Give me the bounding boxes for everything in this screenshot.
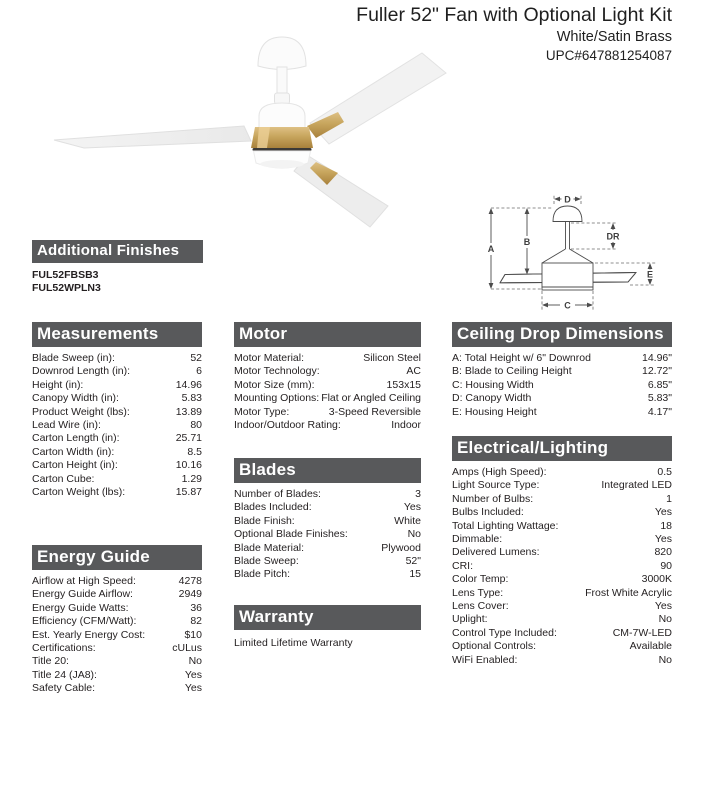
- spec-label: Carton Length (in):: [32, 432, 120, 445]
- spec-label: Blade Finish:: [234, 514, 295, 527]
- spec-value: Flat or Angled Ceiling: [321, 392, 421, 405]
- spec-value: Available: [629, 640, 672, 653]
- section-measurements: [32, 322, 202, 499]
- spec-value: 13.89: [175, 405, 202, 418]
- spec-value: 90: [660, 559, 672, 572]
- spec-value: 153x15: [386, 378, 421, 391]
- diagram-label-c: C: [564, 300, 571, 311]
- spec-label: Blades Included:: [234, 501, 312, 514]
- spec-label: Optional Blade Finishes:: [234, 528, 348, 541]
- fan-blade-left: [54, 126, 251, 148]
- spec-label: Motor Size (mm):: [234, 378, 315, 391]
- spec-row: [234, 488, 421, 501]
- section-title: Ceiling Drop Dimensions: [452, 322, 672, 347]
- spec-row: [452, 613, 672, 626]
- spec-row: [234, 568, 421, 581]
- spec-value: 10.16: [175, 459, 202, 472]
- spec-value: 5.83: [181, 392, 202, 405]
- fan-coupler: [275, 93, 290, 104]
- spec-row: [452, 546, 672, 559]
- spec-row: [234, 515, 421, 528]
- spec-value: Integrated LED: [601, 479, 672, 492]
- fan-product-image: [26, 20, 462, 235]
- spec-value: 80: [190, 419, 202, 432]
- spec-row: [32, 629, 202, 642]
- spec-value: 14.96": [641, 352, 672, 364]
- section-title: Measurements: [32, 322, 202, 347]
- spec-row: [32, 602, 202, 615]
- spec-value: 25.71: [175, 432, 202, 445]
- spec-value: cULus: [172, 642, 202, 655]
- spec-label: Amps (High Speed):: [452, 466, 547, 478]
- spec-rows: [32, 575, 202, 696]
- spec-row: [452, 466, 672, 479]
- section-motor: [234, 322, 421, 432]
- spec-value: CM-7W-LED: [612, 626, 672, 639]
- spec-label: Motor Material:: [234, 352, 305, 364]
- spec-value: 3: [415, 488, 421, 500]
- spec-rows: [234, 488, 421, 582]
- spec-value: No: [407, 528, 421, 541]
- spec-label: D: Canopy Width: [452, 392, 532, 405]
- spec-row: [32, 642, 202, 655]
- spec-label: Motor Type:: [234, 405, 290, 418]
- fan-blade-upper-right: [310, 53, 446, 144]
- spec-value: 5.83": [647, 392, 672, 405]
- spec-label: Height (in):: [32, 378, 84, 391]
- spec-row: [32, 406, 202, 419]
- spec-value: No: [188, 655, 202, 668]
- spec-value: 2949: [178, 588, 202, 601]
- spec-row: [32, 575, 202, 588]
- spec-label: Blade Pitch:: [234, 568, 291, 581]
- spec-row: [452, 654, 672, 667]
- diagram-label-e: E: [646, 269, 654, 280]
- spec-label: Airflow at High Speed:: [32, 575, 136, 587]
- spec-label: Efficiency (CFM/Watt):: [32, 615, 137, 628]
- spec-row: [234, 419, 421, 432]
- spec-value: White: [394, 514, 421, 527]
- spec-row: [234, 555, 421, 568]
- spec-row: [452, 560, 672, 573]
- spec-value: 36: [190, 601, 202, 614]
- spec-row: [32, 682, 202, 695]
- spec-value: No: [658, 613, 672, 626]
- spec-label: Carton Height (in):: [32, 459, 118, 472]
- section-ceiling-drop-dimensions: [452, 322, 672, 419]
- spec-value: No: [658, 653, 672, 666]
- section-energy-guide: [32, 545, 202, 696]
- spec-value: 14.96: [175, 378, 202, 391]
- spec-label: Color Temp:: [452, 573, 509, 586]
- diagram-label-dr: DR: [606, 231, 620, 242]
- spec-row: [452, 600, 672, 613]
- spec-value: 4278: [178, 575, 202, 587]
- spec-label: B: Blade to Ceiling Height: [452, 365, 572, 378]
- section-additional-finishes: [32, 240, 203, 295]
- spec-value: $10: [184, 628, 202, 641]
- diagram-cone: [542, 249, 593, 263]
- spec-row: [452, 365, 672, 378]
- spec-row: [32, 446, 202, 459]
- spec-label: Title 20:: [32, 655, 69, 668]
- spec-value: 8.5: [187, 445, 202, 458]
- spec-row: [452, 533, 672, 546]
- spec-row: [452, 587, 672, 600]
- spec-value: 52: [190, 352, 202, 364]
- spec-label: Blade Sweep:: [234, 555, 299, 568]
- spec-value: 3-Speed Reversible: [328, 405, 421, 418]
- spec-row: [32, 365, 202, 378]
- spec-label: Title 24 (JA8):: [32, 668, 97, 681]
- spec-value: 6.85": [647, 378, 672, 391]
- spec-label: Delivered Lumens:: [452, 546, 540, 559]
- spec-label: Number of Bulbs:: [452, 492, 534, 505]
- fan-downrod: [277, 67, 287, 96]
- spec-row: [32, 669, 202, 682]
- fan-blade-lower-right: [294, 155, 388, 227]
- spec-rows: [452, 466, 672, 667]
- spec-row: [234, 528, 421, 541]
- spec-value: 1: [666, 492, 672, 505]
- spec-value: Plywood: [381, 541, 421, 554]
- spec-rows: [234, 352, 421, 432]
- spec-row: [452, 506, 672, 519]
- finish-subtitle: White/Satin Brass: [556, 29, 672, 45]
- spec-label: Downrod Length (in):: [32, 365, 131, 378]
- spec-value: Indoor: [391, 419, 421, 432]
- spec-value: 15: [409, 568, 421, 581]
- spec-row: [32, 379, 202, 392]
- spec-value: Frost White Acrylic: [585, 586, 672, 599]
- spec-row: [452, 627, 672, 640]
- spec-label: Total Lighting Wattage:: [452, 519, 559, 532]
- spec-value: 15.87: [175, 486, 202, 499]
- spec-label: Motor Technology:: [234, 365, 320, 378]
- finishes-list: [32, 269, 203, 295]
- spec-value: Yes: [654, 533, 672, 546]
- spec-label: Carton Weight (lbs):: [32, 486, 126, 499]
- spec-label: Lens Cover:: [452, 600, 509, 613]
- spec-label: Canopy Width (in):: [32, 392, 119, 405]
- diagram-canopy: [553, 206, 582, 222]
- spec-value: Yes: [654, 506, 672, 519]
- spec-row: [234, 542, 421, 555]
- spec-row: [452, 352, 672, 365]
- spec-label: Est. Yearly Energy Cost:: [32, 628, 146, 641]
- warranty-text: Limited Lifetime Warranty: [234, 637, 353, 649]
- spec-row: [234, 352, 421, 365]
- section-title: Motor: [234, 322, 421, 347]
- spec-value: 52": [405, 555, 421, 568]
- spec-row: [452, 640, 672, 653]
- spec-value: 0.5: [657, 466, 672, 478]
- finish-sku: FUL52WPLN3: [32, 282, 101, 294]
- spec-value: 4.17": [647, 405, 672, 418]
- spec-value: 820: [654, 546, 672, 559]
- ceiling-drop-diagram: [470, 175, 685, 315]
- spec-row: [32, 486, 202, 499]
- spec-row: [452, 392, 672, 405]
- diagram-housing: [542, 263, 593, 290]
- spec-row: [32, 615, 202, 628]
- upc-code: UPC#647881254087: [545, 48, 672, 63]
- spec-label: Control Type Included:: [452, 626, 557, 639]
- spec-row: [32, 655, 202, 668]
- spec-row: [32, 588, 202, 601]
- spec-rows: [32, 352, 202, 499]
- spec-label: WiFi Enabled:: [452, 653, 518, 666]
- section-title: Additional Finishes: [32, 240, 203, 263]
- spec-value: Yes: [184, 668, 202, 681]
- spec-value: 3000K: [641, 573, 672, 586]
- spec-label: Lens Type:: [452, 586, 504, 599]
- section-warranty: [234, 605, 421, 650]
- diagram-downrod: [566, 222, 570, 249]
- spec-label: Uplight:: [452, 613, 488, 626]
- section-electrical-lighting: [452, 436, 672, 667]
- section-title: Electrical/Lighting: [452, 436, 672, 461]
- finish-sku: FUL52FBSB3: [32, 269, 99, 281]
- spec-value: Yes: [403, 501, 421, 514]
- spec-value: 12.72": [641, 365, 672, 378]
- spec-label: Mounting Options:: [234, 392, 320, 405]
- section-blades: [234, 458, 421, 582]
- spec-value: 6: [196, 365, 202, 378]
- spec-value: Yes: [654, 600, 672, 613]
- diagram-label-b: B: [523, 237, 531, 247]
- spec-label: E: Housing Height: [452, 405, 537, 418]
- spec-row: [234, 501, 421, 514]
- spec-label: Blade Material:: [234, 541, 305, 554]
- spec-row: [234, 379, 421, 392]
- spec-row: [234, 406, 421, 419]
- spec-row: [234, 365, 421, 378]
- spec-row: [32, 459, 202, 472]
- spec-row: [32, 392, 202, 405]
- spec-value: 18: [660, 519, 672, 532]
- spec-row: [452, 520, 672, 533]
- spec-label: Carton Cube:: [32, 472, 95, 485]
- spec-label: Safety Cable:: [32, 682, 96, 695]
- spec-label: Energy Guide Airflow:: [32, 588, 133, 601]
- spec-row: [32, 432, 202, 445]
- spec-row: [32, 473, 202, 486]
- spec-row: [452, 406, 672, 419]
- fan-motor-housing: [259, 103, 305, 130]
- spec-rows: [452, 352, 672, 419]
- spec-row: [32, 419, 202, 432]
- spec-label: Indoor/Outdoor Rating:: [234, 419, 341, 432]
- spec-label: Optional Controls:: [452, 640, 537, 653]
- spec-row: [32, 352, 202, 365]
- spec-label: Number of Blades:: [234, 488, 321, 500]
- spec-label: Bulbs Included:: [452, 506, 524, 519]
- page-title: Fuller 52" Fan with Optional Light Kit: [356, 4, 672, 26]
- spec-value: Silicon Steel: [363, 352, 421, 364]
- spec-row: [452, 573, 672, 586]
- spec-label: CRI:: [452, 559, 473, 572]
- spec-value: 82: [190, 615, 202, 628]
- section-title: Energy Guide: [32, 545, 202, 570]
- diagram-label-d: D: [564, 194, 571, 205]
- section-title: Warranty: [234, 605, 421, 630]
- fan-canopy: [258, 37, 306, 70]
- spec-value: AC: [406, 365, 421, 378]
- spec-label: Dimmable:: [452, 533, 503, 546]
- spec-label: Lead Wire (in):: [32, 419, 101, 432]
- spec-value: 1.29: [181, 472, 202, 485]
- spec-row: [234, 392, 421, 405]
- spec-label: A: Total Height w/ 6" Downrod: [452, 352, 591, 364]
- spec-label: Product Weight (lbs):: [32, 405, 130, 418]
- spec-label: Energy Guide Watts:: [32, 601, 129, 614]
- section-title: Blades: [234, 458, 421, 483]
- spec-value: Yes: [184, 682, 202, 695]
- spec-label: Carton Width (in):: [32, 445, 115, 458]
- spec-label: Blade Sweep (in):: [32, 352, 115, 364]
- spec-label: Light Source Type:: [452, 479, 540, 492]
- spec-row: [452, 493, 672, 506]
- spec-label: Certifications:: [32, 642, 96, 655]
- spec-label: C: Housing Width: [452, 378, 534, 391]
- spec-row: [452, 479, 672, 492]
- spec-row: [452, 379, 672, 392]
- diagram-label-a: A: [487, 244, 495, 254]
